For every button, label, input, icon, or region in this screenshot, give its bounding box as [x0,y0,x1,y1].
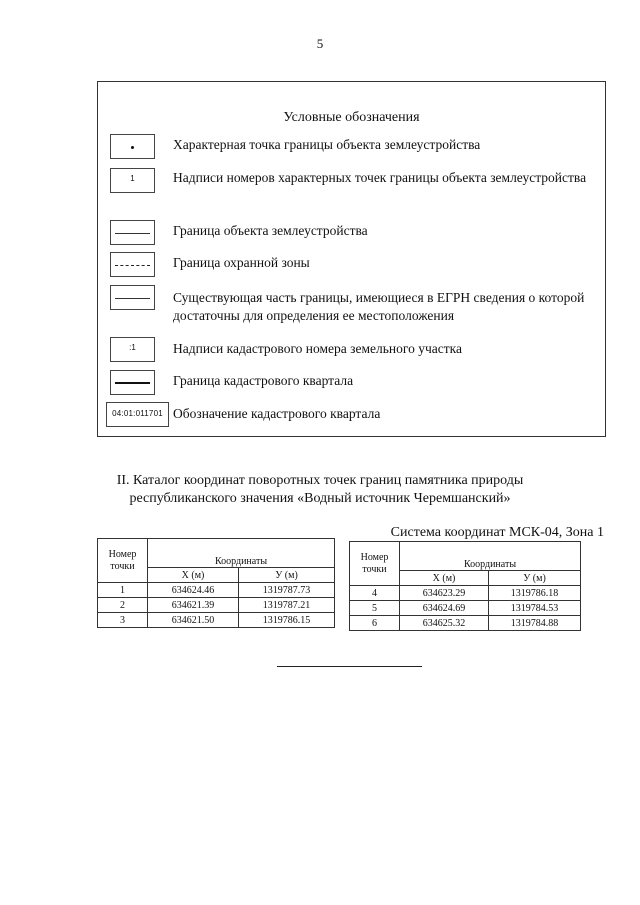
y-cell: 1319787.21 [239,598,335,613]
symbol-text: 1 [130,174,135,183]
thin-line-icon [110,220,155,245]
thick-line-icon [110,370,155,395]
legend-item-label: Граница охранной зоны [173,255,310,270]
y-header: У (м) [239,568,335,583]
point-number-cell: 4 [350,586,400,601]
x-cell: 634624.46 [148,583,239,598]
point-number-header: Номер точки [350,542,400,586]
coordinates-header: Координаты [148,539,335,568]
y-cell: 1319786.15 [239,613,335,628]
x-cell: 634623.29 [400,586,489,601]
y-cell: 1319786.18 [489,586,581,601]
x-header: X (м) [148,568,239,583]
symbol-text: 04:01:011701 [112,409,163,418]
symbol-text: :1 [129,343,136,352]
legend-box [97,81,606,437]
y-header: У (м) [489,571,581,586]
legend-item-label: Обозначение кадастрового квартала [173,406,381,421]
y-cell: 1319784.88 [489,616,581,631]
table-row [98,613,335,628]
x-cell: 634621.50 [148,613,239,628]
point-number-cell: 3 [98,613,148,628]
coordinates-table-left [97,538,335,628]
legend-item-label: Характерная точка границы объекта землеустройства [173,137,481,152]
legend-item-label: Граница кадастрового квартала [173,373,354,388]
thin-line-icon [110,285,155,310]
point-number-cell: 6 [350,616,400,631]
legend-item-label: Надписи номеров характерных точек границы объекта землеустройства [173,170,587,185]
x-cell: 634621.39 [148,598,239,613]
table-row [350,586,581,601]
legend-item-label: Надписи кадастрового номера земельного участка [173,341,462,356]
catalog-title [80,472,560,508]
table-row [98,598,335,613]
page-number: 5 [316,36,324,51]
x-header: X (м) [400,571,489,586]
point-number-icon [110,168,155,193]
table-row [350,601,581,616]
x-cell: 634624.69 [400,601,489,616]
y-cell: 1319787.73 [239,583,335,598]
cadastral-label-icon [110,337,155,362]
dashed-line-icon [110,252,155,277]
legend-item-label: Граница объекта землеустройства [173,223,368,238]
y-cell: 1319784.53 [489,601,581,616]
catalog-title-line: II. Каталог координат поворотных точек границ памятника природы [116,473,524,488]
point-number-header: Номер точки [98,539,148,583]
table-row [350,616,581,631]
point-number-cell: 5 [350,601,400,616]
legend-title: Условные обозначения [283,110,420,125]
point-number-cell: 2 [98,598,148,613]
coordinate-system-label: Система координат МСК-04, Зона 1 [390,525,604,540]
coordinates-table-right [349,541,581,631]
x-cell: 634625.32 [400,616,489,631]
table-row [98,583,335,598]
legend-item-label: Существующая часть границы, имеющиеся в ЕГРН сведения о которой достаточны для определения ее местоположения [173,290,585,323]
point-number-cell: 1 [98,583,148,598]
point-icon [110,134,155,159]
coordinates-header: Координаты [400,542,581,571]
quarter-code-icon [106,402,169,427]
catalog-title-line: республиканского значения «Водный источник Черемшанский» [129,491,511,506]
end-divider [277,666,422,667]
